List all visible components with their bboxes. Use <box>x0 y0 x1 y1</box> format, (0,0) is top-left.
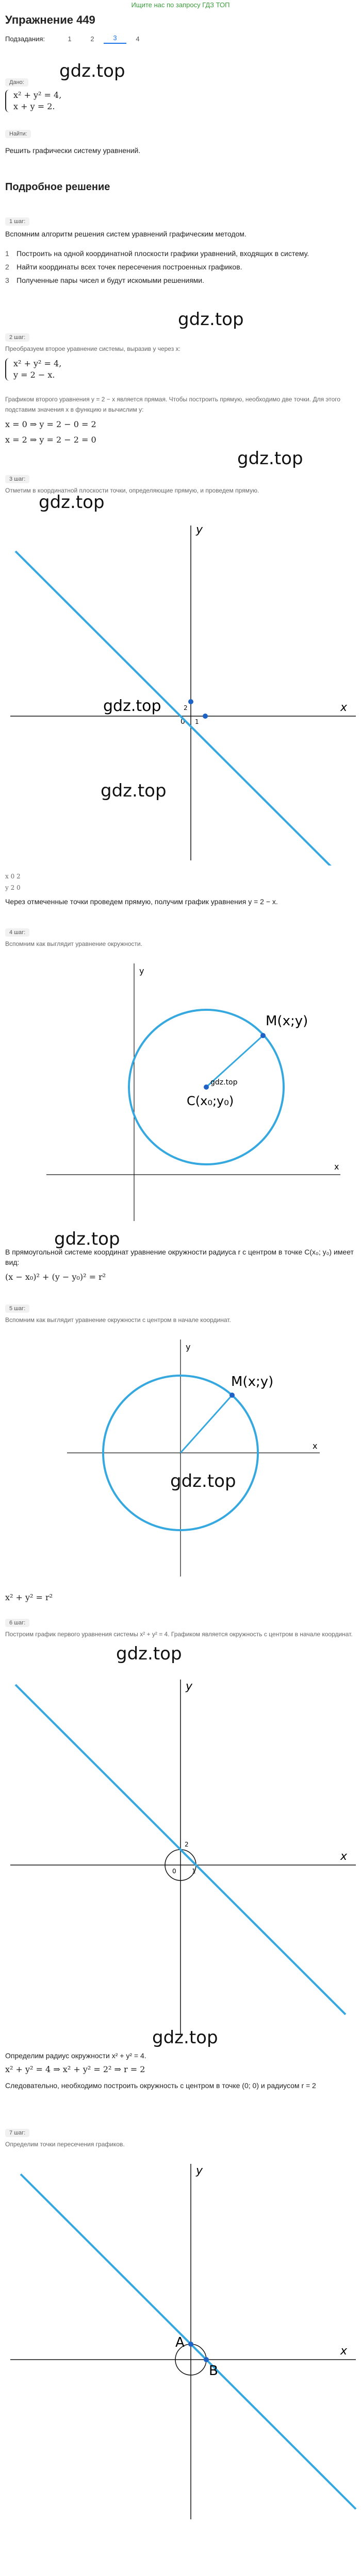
line-graph <box>0 515 361 866</box>
step3-tag: 3 шаг: <box>5 475 29 483</box>
step1-tag: 1 шаг: <box>5 217 29 226</box>
find-section <box>5 129 356 156</box>
step7-text: Определим точки пересечения графиков. <box>5 2141 125 2148</box>
step3-table-y: y 2 0 <box>5 884 21 891</box>
watermark: gdz.top <box>101 781 167 801</box>
step5 <box>5 1303 356 1325</box>
svg-text:0: 0 <box>172 1868 176 1875</box>
step2 <box>5 332 356 446</box>
given-section <box>5 77 356 112</box>
step3-after-text: Через отмеченные точки проведем прямую, получим график уравнения y = 2 − x. <box>5 897 278 906</box>
watermark: gdz.top <box>39 492 105 513</box>
watermark: gdz.top <box>54 1229 120 1249</box>
svg-text:y: y <box>186 1680 193 1693</box>
step6-after1: Определим радиус окружности x² + y² = 4. <box>5 2052 146 2060</box>
watermark: gdz.top <box>178 309 244 330</box>
svg-text:0: 0 <box>180 718 185 726</box>
step2-eq1: x² + y² = 4, <box>13 359 62 368</box>
step1 <box>5 216 356 289</box>
tab-2[interactable]: 2 <box>90 35 94 43</box>
step6-after <box>5 2050 356 2091</box>
step6-text: Построим график первого уравнения системы x² + y² = 4. Графиком является окружность с центром в начале координат. <box>5 1631 353 1638</box>
step4-after-text: В прямоугольной системе координат уравнение окружности радиуса r с центром в точке C(x₀; y₀) имеет вид: <box>5 1248 354 1266</box>
svg-text:x: x <box>340 701 348 714</box>
step6-after2: x² + y² = 4 ⇒ x² + y² = 2² ⇒ r = 2 <box>5 2064 145 2074</box>
step3-text: Отметим в координатной плоскости точки, определяющие прямую, и проведем прямую. <box>5 487 259 494</box>
intersection-graph <box>0 2154 361 2524</box>
step6 <box>5 1618 356 1639</box>
step1-intro: Вспомним алгоритм решения систем уравнений графическим методом. <box>5 230 247 238</box>
watermark: gdz.top <box>59 61 125 81</box>
step7 <box>5 2128 356 2149</box>
watermark: gdz.top <box>116 1643 182 1664</box>
step4-tag: 4 шаг: <box>5 928 29 937</box>
tab-3[interactable]: 3 <box>104 34 126 44</box>
circle-graph <box>0 958 361 1226</box>
step1-item-2: 2 Найти координаты всех точек пересечения построенных графиков. <box>5 263 242 271</box>
svg-text:B: B <box>209 2363 218 2379</box>
tab-4[interactable]: 4 <box>136 35 140 43</box>
svg-text:y: y <box>186 1342 191 1352</box>
svg-text:1: 1 <box>192 1868 196 1875</box>
svg-text:M(x;y): M(x;y) <box>266 1013 308 1029</box>
tab-1[interactable]: 1 <box>68 35 72 43</box>
svg-text:x: x <box>340 2345 348 2358</box>
step2-intro: Преобразуем второе уравнение системы, выразив y через x: <box>5 345 180 352</box>
svg-text:2: 2 <box>185 1841 189 1848</box>
step4-after <box>5 1247 356 1283</box>
step2-calc2: x = 2 ⇒ y = 2 − 2 = 0 <box>5 435 96 445</box>
origin-circle-graph <box>0 1334 361 1582</box>
step6-tag: 6 шаг: <box>5 1619 29 1627</box>
solution-title: Подробное решение <box>5 181 110 193</box>
step5-after <box>5 1592 356 1603</box>
step2-tag: 2 шаг: <box>5 333 29 342</box>
svg-text:x: x <box>340 1850 348 1863</box>
watermark: gdz.top <box>170 1471 236 1492</box>
find-tag: Найти: <box>5 130 31 138</box>
step4-text: Вспомним как выглядит уравнение окружности. <box>5 940 142 947</box>
step6-after3: Следовательно, необходимо построить окружность с центром в точке (0; 0) и радиусом r = 2 <box>5 2081 316 2090</box>
subtask-tabs <box>5 34 361 44</box>
given-eq1: x² + y² = 4, <box>13 90 62 100</box>
svg-text:1: 1 <box>195 718 199 725</box>
svg-text:x: x <box>313 1441 318 1451</box>
step2-calc1: x = 0 ⇒ y = 2 − 0 = 2 <box>5 419 96 429</box>
step1-item-1: 1 Построить на одной координатной плоскости графики уравнений, входящих в систему. <box>5 249 309 258</box>
svg-text:gdz.top: gdz.top <box>210 1078 238 1087</box>
given-tag: Дано: <box>5 78 28 87</box>
step5-text: Вспомним как выглядит уравнение окружности с центром в начале координат. <box>5 1316 231 1324</box>
given-eq2: x + y = 2. <box>13 101 55 111</box>
svg-text:x: x <box>334 1162 339 1172</box>
svg-text:A: A <box>175 2335 185 2350</box>
svg-text:y: y <box>139 966 144 976</box>
watermark: gdz.top <box>152 2027 218 2048</box>
svg-text:C(x₀;y₀): C(x₀;y₀) <box>187 1094 234 1108</box>
step4-formula: (x − x₀)² + (y − y₀)² = r² <box>5 1272 106 1282</box>
step1-item-3: 3 Полученные пары чисел и будут искомыми решениями. <box>5 276 204 284</box>
find-text: Решить графически систему уравнений. <box>5 146 141 155</box>
step5-tag: 5 шаг: <box>5 1304 29 1313</box>
svg-text:y: y <box>196 2164 203 2177</box>
system-graph <box>0 1669 361 2040</box>
watermark: gdz.top <box>237 448 303 469</box>
svg-text:y: y <box>196 523 203 536</box>
step2-eq2: y = 2 − x. <box>13 370 55 380</box>
step3-table-x: x 0 2 <box>5 873 21 880</box>
subtask-label: Подзадания: <box>5 35 45 43</box>
page-title: Упражнение 449 <box>5 13 95 26</box>
step4 <box>5 927 356 949</box>
step2-text: Графиком второго уравнения y = 2 − x является прямая. Чтобы построить прямую, необходимо две точки. Для этого подставим значения x в функцию и вычислим y: <box>5 396 341 413</box>
step7-tag: 7 шаг: <box>5 2129 29 2137</box>
svg-text:M(x;y): M(x;y) <box>231 1374 274 1389</box>
step5-formula: x² + y² = r² <box>5 1592 53 1602</box>
step3-after <box>5 871 356 907</box>
svg-text:gdz.top: gdz.top <box>103 697 161 715</box>
svg-text:2: 2 <box>184 704 188 711</box>
top-search-link[interactable]: Ищите нас по запросу ГДЗ ТОП <box>131 1 230 9</box>
